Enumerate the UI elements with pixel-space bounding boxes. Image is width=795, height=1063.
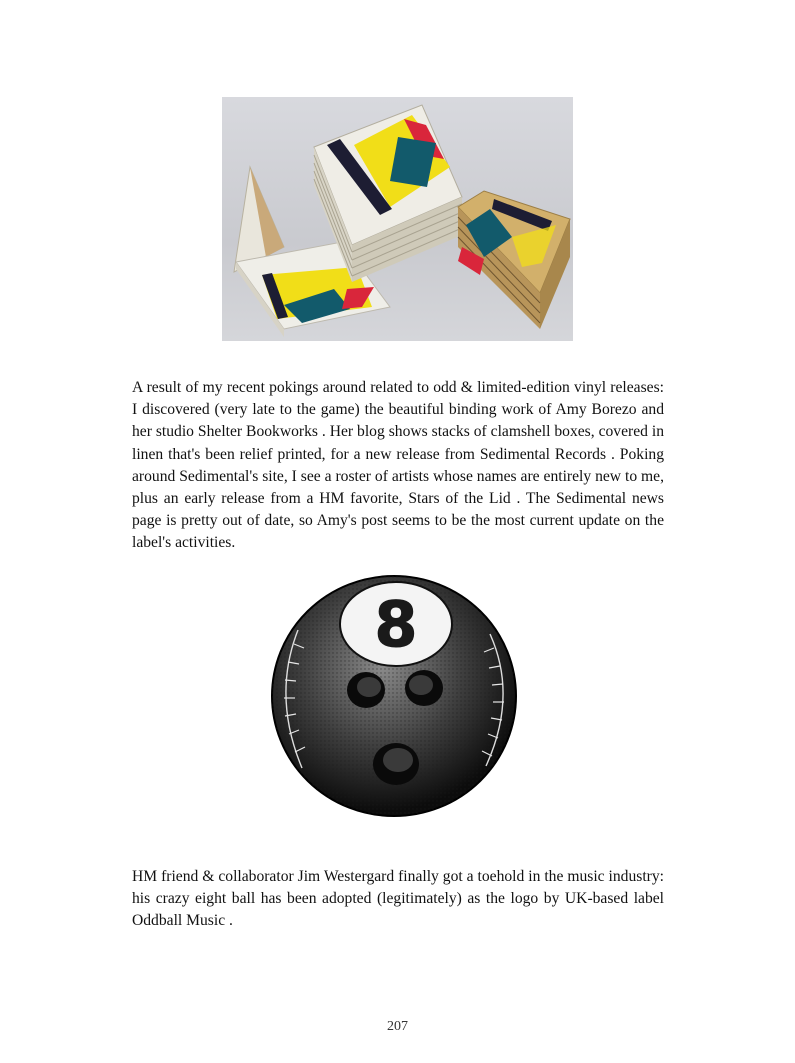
clamshell-boxes-image: [222, 97, 573, 341]
paragraph-oddball-music: HM friend & collaborator Jim Westergard finally got a toehold in the music industry: his crazy eight ball has been adopted (legitimately) as the logo by UK-based label Oddball Music .: [132, 868, 664, 930]
bookbinding-photo: [222, 97, 573, 341]
crazy-eight-ball-illustration: [268, 572, 520, 820]
paragraph-vinyl-binding: A result of my recent pokings around related to odd & limited-edition vinyl releases: I discovered (very late to the game) the beautiful binding work of Amy Borezo and her studio Shelter Bookworks . Her blog shows stacks of clamshell boxes, covered in linen that's been relief printed, for a new release from Sedimental Records . Poking around Sedimental's site, I see a roster of artists whose names are entirely new to me, plus an early release from a HM favorite, Stars of the Lid . The Sedimental news page is pretty out of date, so Amy's post seems to be the most current update on the label's activities.: [132, 379, 664, 552]
page-number: 207: [387, 1019, 408, 1034]
ball-number: 8: [374, 588, 418, 661]
eight-ball-icon: [268, 572, 520, 820]
